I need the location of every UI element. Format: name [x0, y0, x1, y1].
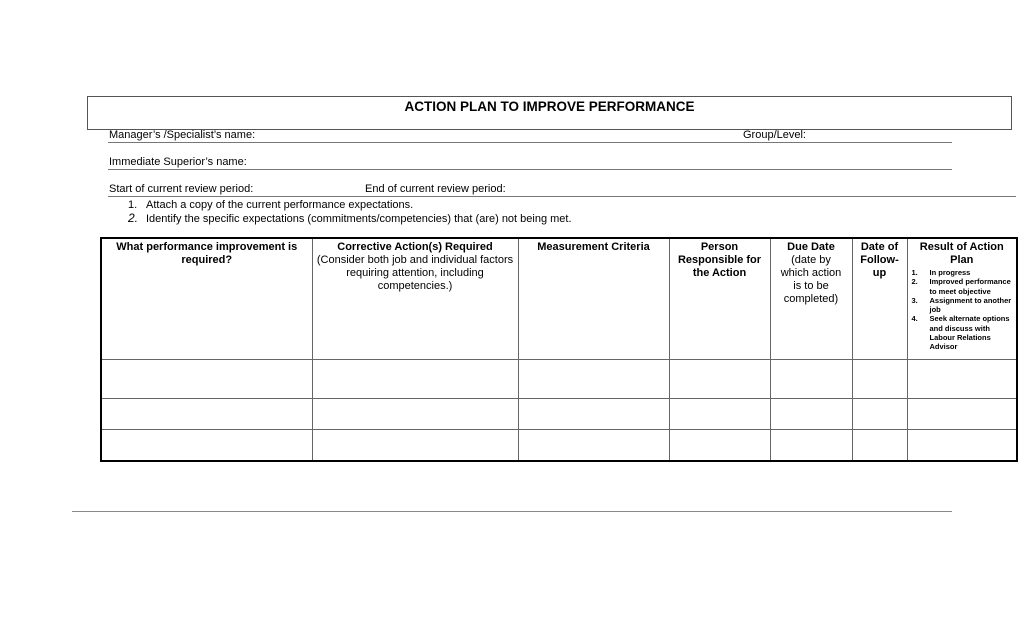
review-end-label: End of current review period:	[365, 183, 506, 195]
table-cell[interactable]	[852, 429, 907, 461]
result-option-text: Seek alternate options and discuss with Labour Relations Advisor	[929, 314, 1010, 352]
table-cell[interactable]	[101, 398, 312, 429]
header-title: What performance improvement is required?	[116, 241, 298, 266]
header-improvement-required	[101, 238, 312, 359]
table-cell[interactable]	[907, 398, 1017, 429]
table-cell[interactable]	[312, 398, 518, 429]
title-box	[87, 96, 1012, 130]
header-person-responsible	[669, 238, 770, 359]
table-row	[101, 429, 1017, 461]
table-header-row	[101, 238, 1017, 359]
header-due-date	[770, 238, 852, 359]
table-cell[interactable]	[770, 398, 852, 429]
instructions-list	[128, 199, 572, 225]
result-option	[912, 268, 1013, 277]
result-option	[912, 314, 1013, 351]
manager-name-field[interactable]	[108, 129, 952, 143]
page-title: ACTION PLAN TO IMPROVE PERFORMANCE	[404, 99, 695, 114]
header-title: Corrective Action(s) Required	[337, 241, 493, 253]
instruction-item	[128, 199, 572, 212]
result-option-number: 2.	[911, 277, 918, 287]
result-option	[912, 296, 1013, 315]
table-cell[interactable]	[101, 429, 312, 461]
result-option-number: 4.	[911, 314, 918, 324]
instruction-number: 1.	[128, 199, 138, 211]
review-period-field[interactable]	[108, 183, 1016, 197]
result-option-text: Assignment to another job	[929, 295, 1012, 315]
header-measurement-criteria	[518, 238, 669, 359]
table-cell[interactable]	[312, 429, 518, 461]
manager-name-label: Manager’s /Specialist’s name:	[109, 129, 256, 141]
superior-name-field[interactable]	[108, 156, 952, 170]
table-cell[interactable]	[852, 359, 907, 398]
table-row	[101, 359, 1017, 398]
table-cell[interactable]	[518, 429, 669, 461]
table-cell[interactable]	[669, 359, 770, 398]
header-title: Measurement Criteria	[537, 241, 650, 253]
table-cell[interactable]	[101, 359, 312, 398]
table-cell[interactable]	[312, 359, 518, 398]
footer-divider	[72, 511, 952, 512]
table-cell[interactable]	[770, 429, 852, 461]
result-option	[912, 277, 1013, 296]
table-cell[interactable]	[907, 359, 1017, 398]
header-result-of-action-plan	[907, 238, 1017, 359]
result-option-number: 3.	[911, 295, 918, 305]
table-cell[interactable]	[852, 398, 907, 429]
group-level-label: Group/Level:	[743, 129, 806, 141]
instruction-text: Identify the specific expectations (commitments/competencies) that (are) not being met.	[146, 213, 572, 225]
instruction-text: Attach a copy of the current performance expectations.	[146, 199, 414, 211]
table-cell[interactable]	[907, 429, 1017, 461]
header-title: Date of Follow-up	[860, 241, 899, 279]
action-plan-table	[100, 237, 1018, 462]
table-cell[interactable]	[770, 359, 852, 398]
table-cell[interactable]	[669, 398, 770, 429]
header-corrective-actions	[312, 238, 518, 359]
table-cell[interactable]	[669, 429, 770, 461]
instruction-item	[128, 212, 572, 225]
header-follow-up-date	[852, 238, 907, 359]
table-cell[interactable]	[518, 398, 669, 429]
header-subtitle: (Consider both job and individual factors requiring attention, including competencies.)	[316, 254, 514, 292]
header-title: Result of Action Plan	[919, 241, 1004, 266]
result-option-text: In progress	[929, 268, 971, 277]
header-title: Person Responsible for the Action	[677, 241, 762, 279]
review-start-label: Start of current review period:	[109, 183, 254, 195]
header-subtitle: (date by which action is to be completed)	[780, 254, 842, 305]
result-option-number: 1.	[911, 268, 918, 277]
superior-name-label: Immediate Superior’s name:	[109, 156, 247, 168]
result-options-list	[912, 268, 1013, 352]
table-row	[101, 398, 1017, 429]
instruction-number: 2.	[128, 211, 139, 225]
table-cell[interactable]	[518, 359, 669, 398]
header-title: Due Date	[787, 241, 835, 253]
result-option-text: Improved performance to meet objective	[929, 277, 1011, 296]
